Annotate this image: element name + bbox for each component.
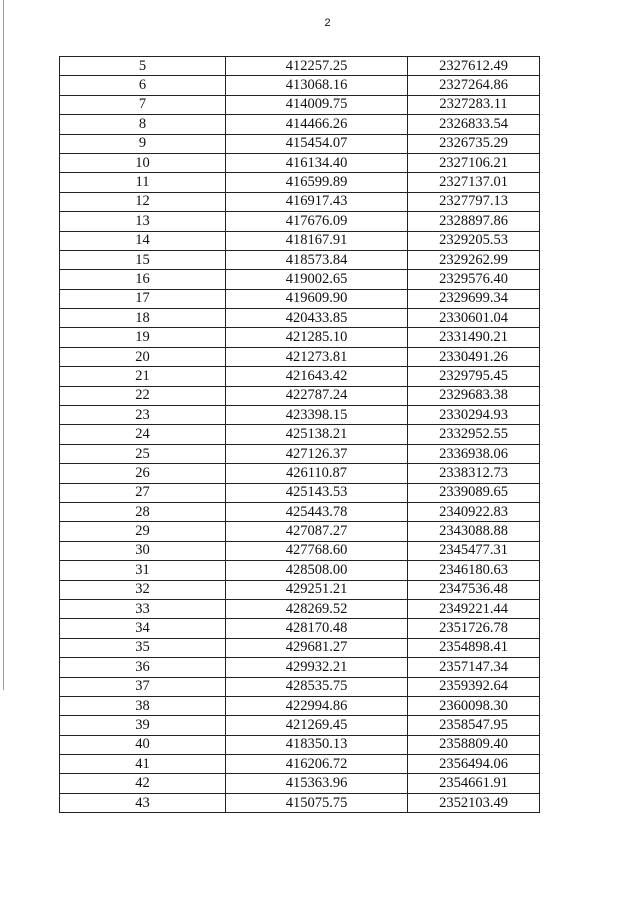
point-number-cell: 16 xyxy=(60,270,226,289)
point-number-cell: 43 xyxy=(60,793,226,812)
point-number-cell: 27 xyxy=(60,483,226,502)
x-coordinate-cell: 428269.52 xyxy=(226,599,408,618)
x-coordinate-cell: 427087.27 xyxy=(226,522,408,541)
table-row xyxy=(60,658,540,677)
y-coordinate-cell: 2354898.41 xyxy=(408,638,540,657)
y-coordinate-cell: 2326833.54 xyxy=(408,115,540,134)
table-row xyxy=(60,793,540,812)
point-number-cell: 23 xyxy=(60,406,226,425)
point-number-cell: 9 xyxy=(60,134,226,153)
y-coordinate-cell: 2327797.13 xyxy=(408,192,540,211)
x-coordinate-cell: 414009.75 xyxy=(226,95,408,114)
y-coordinate-cell: 2338312.73 xyxy=(408,464,540,483)
table-row xyxy=(60,541,540,560)
x-coordinate-cell: 425143.53 xyxy=(226,483,408,502)
x-coordinate-cell: 416206.72 xyxy=(226,755,408,774)
point-number-cell: 6 xyxy=(60,76,226,95)
y-coordinate-cell: 2339089.65 xyxy=(408,483,540,502)
table-row xyxy=(60,153,540,172)
point-number-cell: 8 xyxy=(60,115,226,134)
x-coordinate-cell: 423398.15 xyxy=(226,406,408,425)
table-row xyxy=(60,76,540,95)
table-row xyxy=(60,57,540,76)
table-row xyxy=(60,115,540,134)
y-coordinate-cell: 2327106.21 xyxy=(408,153,540,172)
y-coordinate-cell: 2346180.63 xyxy=(408,561,540,580)
point-number-cell: 33 xyxy=(60,599,226,618)
page-number: 2 xyxy=(324,17,331,29)
table-row xyxy=(60,192,540,211)
table-row xyxy=(60,406,540,425)
point-number-cell: 30 xyxy=(60,541,226,560)
table-row xyxy=(60,250,540,269)
y-coordinate-cell: 2330601.04 xyxy=(408,309,540,328)
x-coordinate-cell: 425138.21 xyxy=(226,425,408,444)
x-coordinate-cell: 421643.42 xyxy=(226,367,408,386)
y-coordinate-cell: 2326735.29 xyxy=(408,134,540,153)
table-row xyxy=(60,95,540,114)
y-coordinate-cell: 2358547.95 xyxy=(408,716,540,735)
point-number-cell: 28 xyxy=(60,502,226,521)
x-coordinate-cell: 416917.43 xyxy=(226,192,408,211)
x-coordinate-cell: 421269.45 xyxy=(226,716,408,735)
table-row xyxy=(60,755,540,774)
y-coordinate-cell: 2359392.64 xyxy=(408,677,540,696)
x-coordinate-cell: 418167.91 xyxy=(226,231,408,250)
point-number-cell: 24 xyxy=(60,425,226,444)
x-coordinate-cell: 421285.10 xyxy=(226,328,408,347)
x-coordinate-cell: 422787.24 xyxy=(226,386,408,405)
point-number-cell: 14 xyxy=(60,231,226,250)
x-coordinate-cell: 414466.26 xyxy=(226,115,408,134)
point-number-cell: 11 xyxy=(60,173,226,192)
table-row xyxy=(60,735,540,754)
table-row xyxy=(60,386,540,405)
x-coordinate-cell: 420433.85 xyxy=(226,309,408,328)
point-number-cell: 40 xyxy=(60,735,226,754)
table-row xyxy=(60,309,540,328)
table-row xyxy=(60,716,540,735)
x-coordinate-cell: 416134.40 xyxy=(226,153,408,172)
table-row xyxy=(60,289,540,308)
x-coordinate-cell: 412257.25 xyxy=(226,57,408,76)
x-coordinate-cell: 427768.60 xyxy=(226,541,408,560)
point-number-cell: 7 xyxy=(60,95,226,114)
point-number-cell: 21 xyxy=(60,367,226,386)
point-number-cell: 10 xyxy=(60,153,226,172)
x-coordinate-cell: 415075.75 xyxy=(226,793,408,812)
coordinates-table-body xyxy=(60,57,540,813)
point-number-cell: 35 xyxy=(60,638,226,657)
y-coordinate-cell: 2357147.34 xyxy=(408,658,540,677)
table-row xyxy=(60,522,540,541)
y-coordinate-cell: 2329683.38 xyxy=(408,386,540,405)
y-coordinate-cell: 2354661.91 xyxy=(408,774,540,793)
point-number-cell: 20 xyxy=(60,347,226,366)
point-number-cell: 39 xyxy=(60,716,226,735)
y-coordinate-cell: 2329262.99 xyxy=(408,250,540,269)
point-number-cell: 36 xyxy=(60,658,226,677)
point-number-cell: 19 xyxy=(60,328,226,347)
point-number-cell: 25 xyxy=(60,444,226,463)
table-row xyxy=(60,367,540,386)
y-coordinate-cell: 2352103.49 xyxy=(408,793,540,812)
x-coordinate-cell: 419002.65 xyxy=(226,270,408,289)
table-row xyxy=(60,270,540,289)
y-coordinate-cell: 2329795.45 xyxy=(408,367,540,386)
x-coordinate-cell: 429932.21 xyxy=(226,658,408,677)
y-coordinate-cell: 2336938.06 xyxy=(408,444,540,463)
x-coordinate-cell: 427126.37 xyxy=(226,444,408,463)
point-number-cell: 31 xyxy=(60,561,226,580)
table-row xyxy=(60,134,540,153)
x-coordinate-cell: 415363.96 xyxy=(226,774,408,793)
point-number-cell: 42 xyxy=(60,774,226,793)
table-row xyxy=(60,212,540,231)
table-row xyxy=(60,638,540,657)
y-coordinate-cell: 2329205.53 xyxy=(408,231,540,250)
point-number-cell: 41 xyxy=(60,755,226,774)
x-coordinate-cell: 413068.16 xyxy=(226,76,408,95)
table-row xyxy=(60,677,540,696)
x-coordinate-cell: 429681.27 xyxy=(226,638,408,657)
table-row xyxy=(60,502,540,521)
x-coordinate-cell: 428535.75 xyxy=(226,677,408,696)
point-number-cell: 29 xyxy=(60,522,226,541)
y-coordinate-cell: 2330491.26 xyxy=(408,347,540,366)
y-coordinate-cell: 2329576.40 xyxy=(408,270,540,289)
table-row xyxy=(60,347,540,366)
table-row xyxy=(60,696,540,715)
coordinates-table xyxy=(59,56,540,813)
table-row xyxy=(60,464,540,483)
x-coordinate-cell: 421273.81 xyxy=(226,347,408,366)
table-row xyxy=(60,444,540,463)
x-coordinate-cell: 418573.84 xyxy=(226,250,408,269)
table-row xyxy=(60,328,540,347)
y-coordinate-cell: 2356494.06 xyxy=(408,755,540,774)
table-row xyxy=(60,425,540,444)
y-coordinate-cell: 2327612.49 xyxy=(408,57,540,76)
x-coordinate-cell: 428170.48 xyxy=(226,619,408,638)
point-number-cell: 37 xyxy=(60,677,226,696)
table-row xyxy=(60,561,540,580)
y-coordinate-cell: 2327264.86 xyxy=(408,76,540,95)
x-coordinate-cell: 418350.13 xyxy=(226,735,408,754)
y-coordinate-cell: 2331490.21 xyxy=(408,328,540,347)
y-coordinate-cell: 2347536.48 xyxy=(408,580,540,599)
table-row xyxy=(60,231,540,250)
point-number-cell: 5 xyxy=(60,57,226,76)
y-coordinate-cell: 2343088.88 xyxy=(408,522,540,541)
x-coordinate-cell: 425443.78 xyxy=(226,502,408,521)
point-number-cell: 34 xyxy=(60,619,226,638)
y-coordinate-cell: 2329699.34 xyxy=(408,289,540,308)
table-row xyxy=(60,173,540,192)
y-coordinate-cell: 2358809.40 xyxy=(408,735,540,754)
point-number-cell: 12 xyxy=(60,192,226,211)
point-number-cell: 26 xyxy=(60,464,226,483)
point-number-cell: 38 xyxy=(60,696,226,715)
x-coordinate-cell: 428508.00 xyxy=(226,561,408,580)
table-row xyxy=(60,599,540,618)
y-coordinate-cell: 2340922.83 xyxy=(408,502,540,521)
y-coordinate-cell: 2330294.93 xyxy=(408,406,540,425)
point-number-cell: 13 xyxy=(60,212,226,231)
point-number-cell: 15 xyxy=(60,250,226,269)
y-coordinate-cell: 2328897.86 xyxy=(408,212,540,231)
point-number-cell: 18 xyxy=(60,309,226,328)
x-coordinate-cell: 419609.90 xyxy=(226,289,408,308)
point-number-cell: 17 xyxy=(60,289,226,308)
point-number-cell: 32 xyxy=(60,580,226,599)
x-coordinate-cell: 426110.87 xyxy=(226,464,408,483)
x-coordinate-cell: 416599.89 xyxy=(226,173,408,192)
point-number-cell: 22 xyxy=(60,386,226,405)
y-coordinate-cell: 2327283.11 xyxy=(408,95,540,114)
x-coordinate-cell: 417676.09 xyxy=(226,212,408,231)
table-row xyxy=(60,580,540,599)
x-coordinate-cell: 422994.86 xyxy=(226,696,408,715)
y-coordinate-cell: 2327137.01 xyxy=(408,173,540,192)
table-row xyxy=(60,774,540,793)
table-row xyxy=(60,483,540,502)
y-coordinate-cell: 2360098.30 xyxy=(408,696,540,715)
y-coordinate-cell: 2345477.31 xyxy=(408,541,540,560)
table-row xyxy=(60,619,540,638)
scan-edge-line xyxy=(3,0,4,690)
x-coordinate-cell: 429251.21 xyxy=(226,580,408,599)
y-coordinate-cell: 2349221.44 xyxy=(408,599,540,618)
y-coordinate-cell: 2351726.78 xyxy=(408,619,540,638)
x-coordinate-cell: 415454.07 xyxy=(226,134,408,153)
y-coordinate-cell: 2332952.55 xyxy=(408,425,540,444)
